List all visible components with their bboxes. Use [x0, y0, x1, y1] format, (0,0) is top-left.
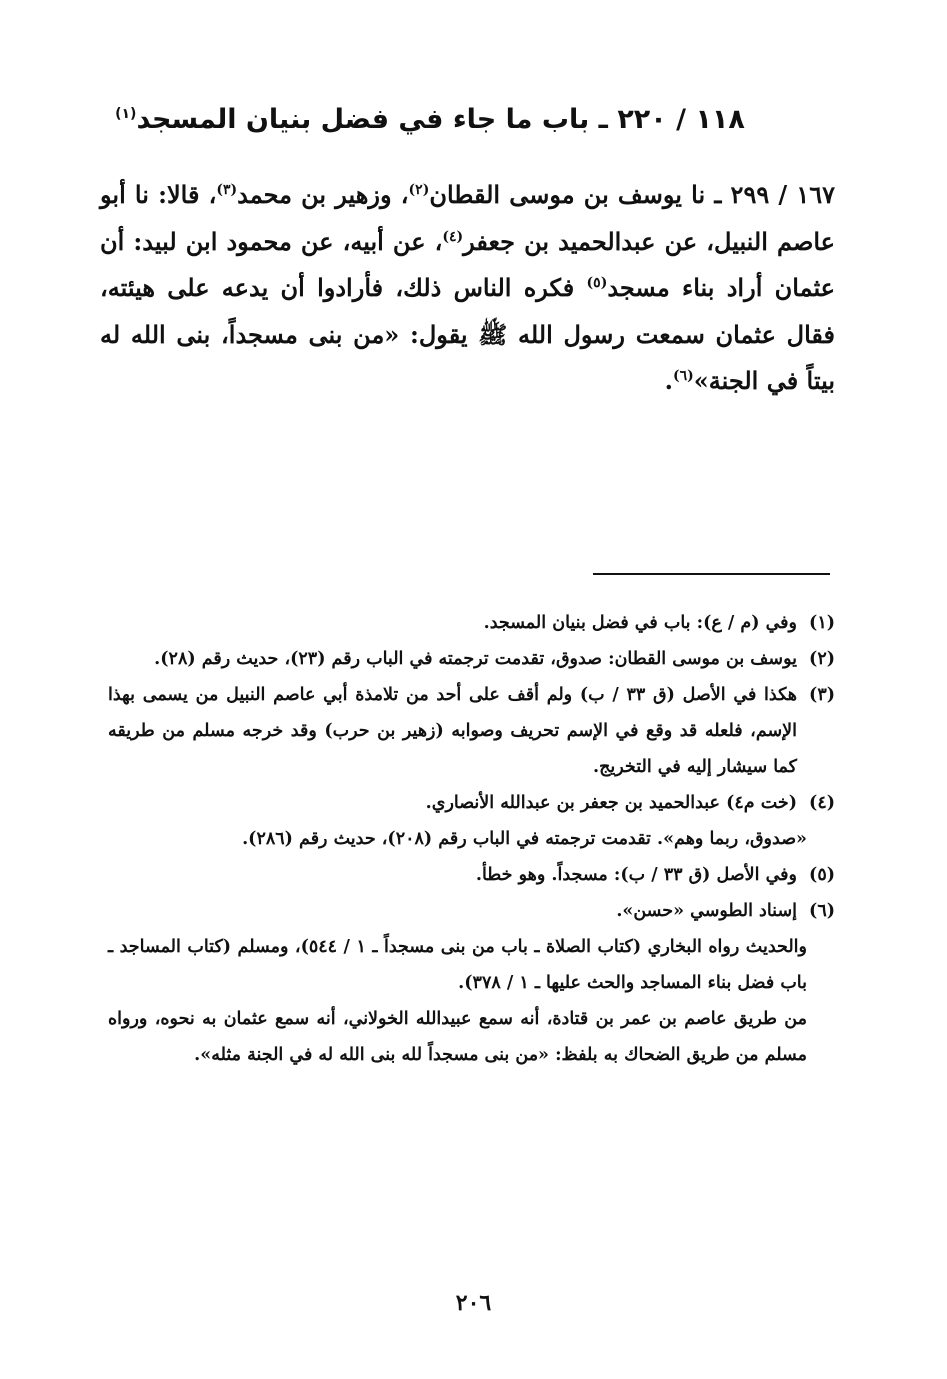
footnote-text: إسناد الطوسي «حسن».	[616, 901, 797, 921]
hadith-segment: ، عن أبيه، عن محمود ابن لبيد: أن عثمان أراد بناء مسجد	[100, 226, 836, 302]
footnote-number: (١)	[809, 613, 835, 633]
hadith-segment: .	[664, 366, 673, 395]
footnote-continuation: من طريق عاصم بن عمر بن قتادة، أنه سمع عبيدالله الخولاني، أنه سمع عثمان به نحوه، ورواه مسلم من طريق الضحاك به بلفظ: «من بنى مسجداً لله بنى الله له في الجنة مثله».	[108, 1009, 807, 1065]
footnotes-section	[108, 605, 835, 1073]
footnote-ref: (٥)	[586, 275, 608, 291]
page-number: ٢٠٦	[455, 1290, 492, 1316]
footnote-number: (٤)	[809, 793, 835, 813]
footnote-item	[108, 605, 835, 641]
chapter-heading-text: ١١٨ / ٢٢٠ ـ باب ما جاء في فضل بنيان المسجد	[136, 104, 745, 135]
hadith-text	[100, 172, 835, 405]
footnote-ref: (٣)	[216, 182, 238, 198]
hadith-segment: ١٦٧ / ٢٩٩ ـ نا يوسف بن موسى القطان	[429, 180, 836, 209]
hadith-segment: ، قالا: نا أبو عاصم النبيل، عن عبدالحميد بن جعفر	[100, 180, 835, 256]
footnote-item	[108, 785, 835, 821]
footnote-text: وفي (م / ع): باب في فضل بنيان المسجد.	[483, 613, 797, 633]
footnote-number: (٦)	[809, 901, 835, 921]
hadith-segment: فكره الناس ذلك، فأرادوا أن يدعه على هيئته، فقال عثمان سمعت رسول الله ﷺ يقول: «من بنى مسجداً، بنى الله له بيتاً في الجنة»	[100, 273, 835, 395]
footnote-text: وفي الأصل (ق ٣٣ / ب): مسجداً. وهو خطأ.	[475, 865, 797, 885]
footnote-text: (خت م٤) عبدالحميد بن جعفر بن عبدالله الأنصاري.	[425, 793, 797, 813]
footnote-number: (٢)	[809, 649, 835, 669]
footnote-ref: (٢)	[408, 182, 430, 198]
footnote-ref: (٤)	[442, 228, 464, 245]
footnote-number: (٣)	[809, 685, 835, 705]
footnote-number: (٥)	[809, 865, 835, 885]
footnote-text: يوسف بن موسى القطان: صدوق، تقدمت ترجمته في الباب رقم (٢٣)، حديث رقم (٢٨).	[154, 649, 797, 669]
hadith-segment: ، وزهير بن محمد	[237, 180, 409, 209]
footnote-text: هكذا في الأصل (ق ٣٣ / ب) ولم أقف على أحد من تلامذة أبي عاصم النبيل من يسمى بهذا الإسم، فلعله قد وقع في الإسم تحريف وصوابه (زهير بن حرب) وقد خرجه مسلم من طريقه كما سيشار إليه في التخريج.	[108, 685, 797, 777]
chapter-heading	[100, 100, 760, 140]
footnote-divider	[593, 573, 830, 575]
footnote-continuation: «صدوق، ربما وهم». تقدمت ترجمته في الباب رقم (٢٠٨)، حديث رقم (٢٨٦).	[242, 829, 807, 849]
footnote-item	[108, 641, 835, 677]
footnote-continuation: والحديث رواه البخاري (كتاب الصلاة ـ باب من بنى مسجداً ـ ١ / ٥٤٤)، ومسلم (كتاب المساجد ـ باب فضل بناء المساجد والحث عليها ـ ١ / ٣٧٨).	[108, 937, 807, 993]
heading-footnote-ref: (١)	[115, 106, 137, 122]
footnote-item	[108, 857, 835, 893]
footnote-ref: (٦)	[672, 368, 694, 384]
footnote-item	[108, 677, 835, 785]
footnote-item	[108, 893, 835, 929]
